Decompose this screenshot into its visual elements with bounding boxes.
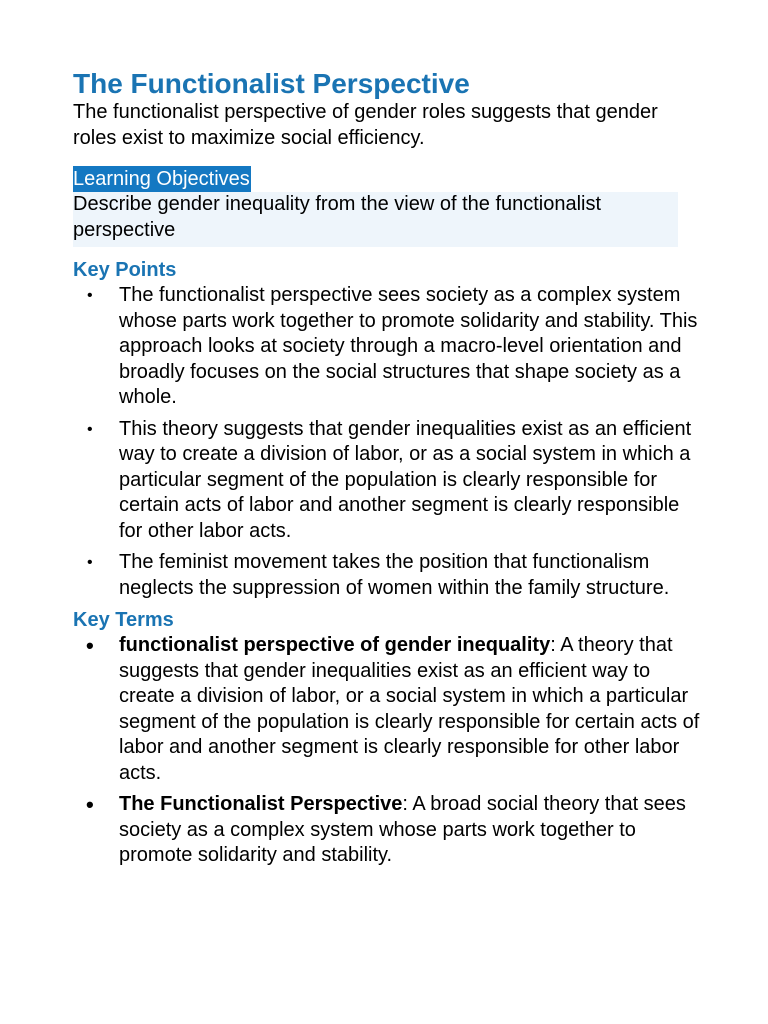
term-name: The Functionalist Perspective bbox=[119, 793, 403, 815]
list-item bbox=[73, 283, 703, 411]
term-definition: : A broad social theory that sees society as a complex system whose parts work together to promote solidarity and stability. bbox=[119, 793, 686, 866]
bullet-icon: • bbox=[87, 287, 93, 304]
list-item bbox=[73, 792, 703, 869]
list-item bbox=[73, 417, 703, 545]
term-name: functionalist perspective of gender inequality bbox=[119, 634, 551, 656]
key-point-text: This theory suggests that gender inequalities exist as an efficient way to create a division of labor, or as a social system in which a particular segment of the population is clearly responsible for certain acts of labor and another segment is clearly responsible for other labor acts. bbox=[119, 417, 692, 542]
bullet-icon: • bbox=[87, 554, 93, 571]
bullet-icon: • bbox=[86, 792, 94, 817]
bullet-icon: • bbox=[86, 633, 94, 658]
key-points-list bbox=[73, 283, 703, 601]
bullet-icon: • bbox=[87, 420, 93, 438]
learning-objectives-heading: Learning Objectives bbox=[73, 168, 250, 190]
page-title: The Functionalist Perspective bbox=[73, 68, 470, 99]
key-terms-heading: Key Terms bbox=[73, 609, 174, 631]
key-points-heading: Key Points bbox=[73, 259, 177, 281]
learning-objectives-text: Describe gender inequality from the view of the functionalist perspective bbox=[73, 192, 678, 247]
key-point-text: The feminist movement takes the position that functionalism neglects the suppression of women within the family structure. bbox=[119, 551, 670, 599]
term-definition: : A theory that suggests that gender inequalities exist as an efficient way to create a division of labor, or a social system in which a particular segment of the population is clearly responsible for certain acts of labor and another segment is clearly responsible for other labor acts. bbox=[119, 634, 700, 784]
key-point-text: The functionalist perspective sees society as a complex system whose parts work together to promote solidarity and stability. This approach looks at society through a macro-level orientation and broadly focuses on the social structures that shape society as a whole. bbox=[119, 284, 698, 408]
list-item bbox=[73, 633, 703, 786]
list-item bbox=[73, 550, 703, 601]
key-terms-list bbox=[73, 633, 703, 869]
intro-paragraph: The functionalist perspective of gender roles suggests that gender roles exist to maximize social efficiency. bbox=[73, 101, 658, 149]
